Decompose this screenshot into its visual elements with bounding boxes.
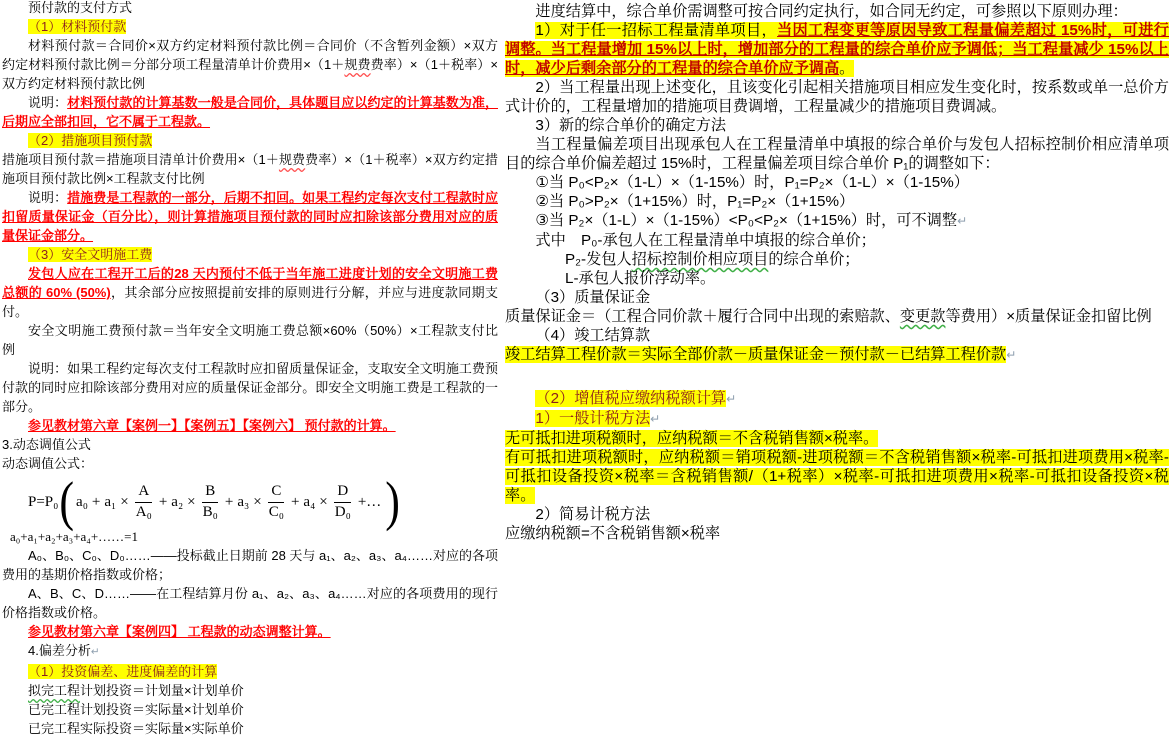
formula-tail: +…	[357, 494, 382, 510]
text-run: 规费	[278, 152, 306, 167]
fraction-numerator: C	[268, 483, 284, 502]
text-run: （3）质量保证金	[535, 289, 651, 306]
open-paren: (	[59, 470, 75, 532]
text-run: 参见教材第六章【案例一】【案例五】【案例六】 预付款的计算。	[28, 418, 396, 433]
coefficient: a₄	[303, 494, 316, 510]
text-run: 计划投资＝计划量×计划单价	[80, 683, 244, 698]
paragraph	[2, 681, 498, 700]
text-run: （1）投资偏差、进度偏差的计算	[28, 664, 218, 679]
paragraph-return-mark: ↵	[1006, 348, 1017, 362]
text-run: 无可抵扣进项税额时，应纳税额＝不含税销售额×税率。	[505, 430, 879, 447]
dynamic-adjustment-formula	[28, 470, 498, 532]
paragraph	[2, 321, 498, 359]
left-column	[2, 0, 498, 738]
paragraph	[2, 131, 498, 150]
text-run: 规费	[344, 57, 371, 72]
text-run: 2）当工程量出现上述变化，且该变化引起相关措施项目相应发生变化时，按系数或单一总价方式计价的，工程量增加的措施项目费调增，工程量减少的措施项目费调减。	[505, 79, 1169, 115]
fraction-numerator: A	[135, 483, 152, 502]
text-run: A、B、C、D……——在工程结算月份 a₁、a₂、a₃、a₄……对应的各项费用的现行价格指数或价格。	[2, 586, 498, 620]
text-run: 有可抵扣进项税额时，应纳税额＝销项税额-进项税额＝不含税销售额×税率-可抵扣进项费用×税率-可抵扣设备投资×税率＝含税销售额/（1+税率）×税率-可抵扣进项费用×税率-可抵扣设备投资×税率。	[505, 449, 1169, 504]
text-run: 当工程量偏差项目出现承包人在工程量清单中填报的综合单价与发包人招标控制价相应清单项目的综合单价偏差超过 15%时，工程量偏差项目综合单价 P₁的调整如下：	[505, 136, 1169, 172]
coefficient: a₃	[237, 494, 250, 510]
paragraph-return-mark: ↵	[650, 412, 661, 426]
plus-operator: +	[290, 494, 300, 510]
paragraph	[505, 429, 1169, 448]
paragraph	[505, 192, 1169, 211]
text-run: 说明：	[28, 95, 68, 110]
paragraph	[505, 78, 1169, 116]
fraction-denominator: C₀	[268, 503, 284, 520]
paragraph	[2, 416, 498, 435]
text-run: 的综合单价；	[768, 251, 860, 268]
paragraph	[2, 17, 498, 36]
text-run: 式中 P₀-承包人在工程量清单中填报的综合单价；	[535, 232, 876, 249]
text-run: 说明：	[28, 190, 68, 205]
text-run: ①当 P₀<P₂×（1-L）×（1-15%）时，P₁=P₂×（1-L）×（1-15%）	[535, 174, 969, 191]
paragraph	[505, 135, 1169, 173]
multiply-operator: ×	[120, 494, 129, 510]
text-run: 变更款	[899, 308, 946, 325]
paragraph	[2, 93, 498, 131]
paragraph	[2, 700, 498, 719]
text-run: （2）增值税应缴纳税额计算	[535, 390, 727, 407]
text-run: 等费用）×质量保证金扣留比例	[945, 308, 1152, 325]
paragraph	[505, 250, 1169, 269]
paragraph	[2, 435, 498, 454]
paragraph	[2, 546, 498, 584]
text-run: （1）材料预付款	[28, 19, 127, 34]
coefficient: a₂	[171, 494, 184, 510]
text-run: 当因工程变更等原因导致工程量偏差超过 15%时，可进行调整。当工程量增加 15%以上时，增加部分的工程量的综合单价应予调低；当工程量减少 15%以上时，减少后剩余部分的工程量的综合单价应予调高	[505, 22, 1169, 77]
close-paren: )	[385, 470, 400, 532]
text-run: 。	[839, 60, 855, 77]
paragraph	[505, 269, 1169, 288]
paragraph	[505, 173, 1169, 192]
right-column	[505, 2, 1169, 543]
multiply-operator: ×	[253, 494, 262, 510]
text-run: （2）措施项目预付款	[28, 133, 153, 148]
text-run: 3）新的综合单价的确定方法	[535, 117, 727, 134]
paragraph	[2, 188, 498, 245]
plus-operator: +	[91, 494, 101, 510]
text-run: 已完工程实际投资＝实际量×实际单价	[28, 721, 244, 736]
text-run: P₂-发包人	[565, 251, 632, 268]
paragraph	[2, 719, 498, 738]
paragraph	[505, 448, 1169, 505]
plus-operator: +	[224, 494, 234, 510]
paragraph	[505, 505, 1169, 524]
paragraph	[505, 345, 1169, 365]
paragraph	[505, 288, 1169, 307]
paragraph	[505, 307, 1169, 326]
text-run: 说明：如果工程约定每次支付工程款时应扣留质量保证金，支取安全文明施工费预付款的同时应扣除该部分费用对应的质量保证金部分。即安全文明施工费是工程款的一部分。	[2, 361, 498, 414]
paragraph	[505, 389, 1169, 409]
paragraph	[2, 454, 498, 473]
paragraph	[505, 2, 1169, 21]
coefficient: a₀	[76, 494, 88, 510]
paragraph	[2, 641, 498, 662]
text-run: 4.偏差分析	[28, 643, 91, 658]
paragraph	[2, 584, 498, 622]
paragraph	[505, 231, 1169, 250]
coefficient: a₁	[104, 494, 117, 510]
paragraph	[2, 359, 498, 416]
fraction-numerator: D	[334, 483, 351, 502]
text-run: 1）对于任一招标工程量清单项目，	[535, 22, 778, 39]
paragraph	[505, 211, 1169, 231]
paragraph	[505, 326, 1169, 345]
text-run: a₀+a₁+a₂+a₃+a₄+……=1	[10, 529, 139, 544]
text-run: ②当 P₀>P₂×（1+15%）时，P₁=P₂×（1+15%）	[535, 193, 855, 210]
fraction-denominator: A₀	[135, 503, 152, 520]
text-run: 竣工结算工程价款＝实际全部价款－质量保证金－预付款－已结算工程价款	[505, 346, 1007, 363]
text-run: 发包人应在工程开工后的28 天内预付不低于当年施工进度计划的安全文明施工费总额的 60% (50%)	[2, 266, 498, 300]
fraction	[266, 483, 287, 521]
text-run: 1）一般计税方法	[535, 410, 651, 427]
fraction-denominator: B₀	[202, 503, 218, 520]
formula-lhs: P=P₀	[28, 494, 59, 510]
paragraph	[2, 150, 498, 188]
fraction	[332, 483, 354, 521]
text-run: 措施费是工程款的一部分，后期不扣回。如果工程约定每次支付工程款时应扣留质量保证金（百分比），则计算措施项目预付款的同时应扣除该部分费用对应的质量保证金部分。	[2, 190, 498, 243]
text-run: 质量保证金＝（工程合同价款＋履行合同中出现的索赔款、	[505, 308, 900, 325]
fraction	[133, 483, 155, 521]
text-run: 费率）×（1＋税率）×双方约定措施项目预付款比例×工程款支付比例	[2, 152, 498, 186]
text-run: 3.动态调值公式	[2, 437, 91, 452]
paragraph-return-mark: ↵	[726, 392, 737, 406]
text-run: 进度结算中，综合单价需调整可按合同约定执行，如合同无约定，可参照以下原则办理：	[535, 3, 1128, 20]
paragraph	[10, 527, 498, 546]
paragraph	[2, 0, 498, 17]
multiply-operator: ×	[319, 494, 328, 510]
text-run: 参见教材第六章【案例四】 工程款的动态调整计算。	[28, 624, 331, 639]
text-run: 招标控制价相应项目	[631, 251, 769, 268]
fraction-numerator: B	[202, 483, 218, 502]
paragraph	[2, 622, 498, 641]
paragraph	[2, 264, 498, 321]
paragraph	[505, 409, 1169, 429]
text-run: 措施项目预付款＝措施项目清单计价费用×（1＋	[2, 152, 279, 167]
paragraph	[505, 524, 1169, 543]
multiply-operator: ×	[187, 494, 196, 510]
paragraph	[2, 36, 498, 93]
text-run: 费率）×（1＋税率）×双方约定材料预付款比例	[2, 57, 498, 91]
text-run: （3）安全文明施工费	[28, 247, 153, 262]
text-run: （4）竣工结算款	[535, 327, 651, 344]
paragraph-return-mark: ↵	[957, 214, 968, 228]
text-run: 预付款的支付方式	[28, 0, 133, 15]
paragraph-return-mark: ↵	[90, 647, 100, 658]
text-run: A₀、B₀、C₀、D₀……——投标截止日期前 28 天与 a₁、a₂、a₃、a₄……对应的各项费用的基期价格指数或价格；	[2, 548, 498, 582]
paragraph	[505, 21, 1169, 78]
fraction	[200, 483, 221, 521]
text-run: 2）简易计税方法	[535, 506, 651, 523]
paragraph	[2, 245, 498, 264]
text-run: 已完工程计划投资＝实际量×计划单价	[28, 702, 244, 717]
text-run: ③当 P₂×（1-L）×（1-15%）<P₀<P₂×（1+15%）时，可不调整	[535, 212, 958, 229]
fraction-denominator: D₀	[334, 503, 351, 520]
paragraph	[505, 116, 1169, 135]
text-run: 动态调值公式：	[2, 456, 94, 471]
text-run: 材料预付款＝合同价×双方约定材料预付款比例＝合同价（不含暂列金额）×双方约定材料预付款比例＝分部分项工程量清单计价费用×（1＋	[2, 38, 498, 72]
text-run: L-承包人报价浮动率。	[565, 270, 716, 287]
text-run: 应缴纳税额=不含税销售额×税率	[505, 525, 721, 542]
text-run: 安全文明施工费预付款＝当年安全文明施工费总额×60%（50%）×工程款支付比例	[2, 323, 498, 357]
plus-operator: +	[158, 494, 168, 510]
text-run: ，其余部分应按照提前安排的原则进行分解，并应与进度款同期支付。	[2, 285, 498, 319]
paragraph	[2, 662, 498, 681]
text-run: 材料预付款的计算基数一般是合同价，具体题目应以约定的计算基数为准，后期应全部扣回，它不属于工程款。	[2, 95, 498, 129]
text-run: 拟完工程	[28, 683, 81, 698]
